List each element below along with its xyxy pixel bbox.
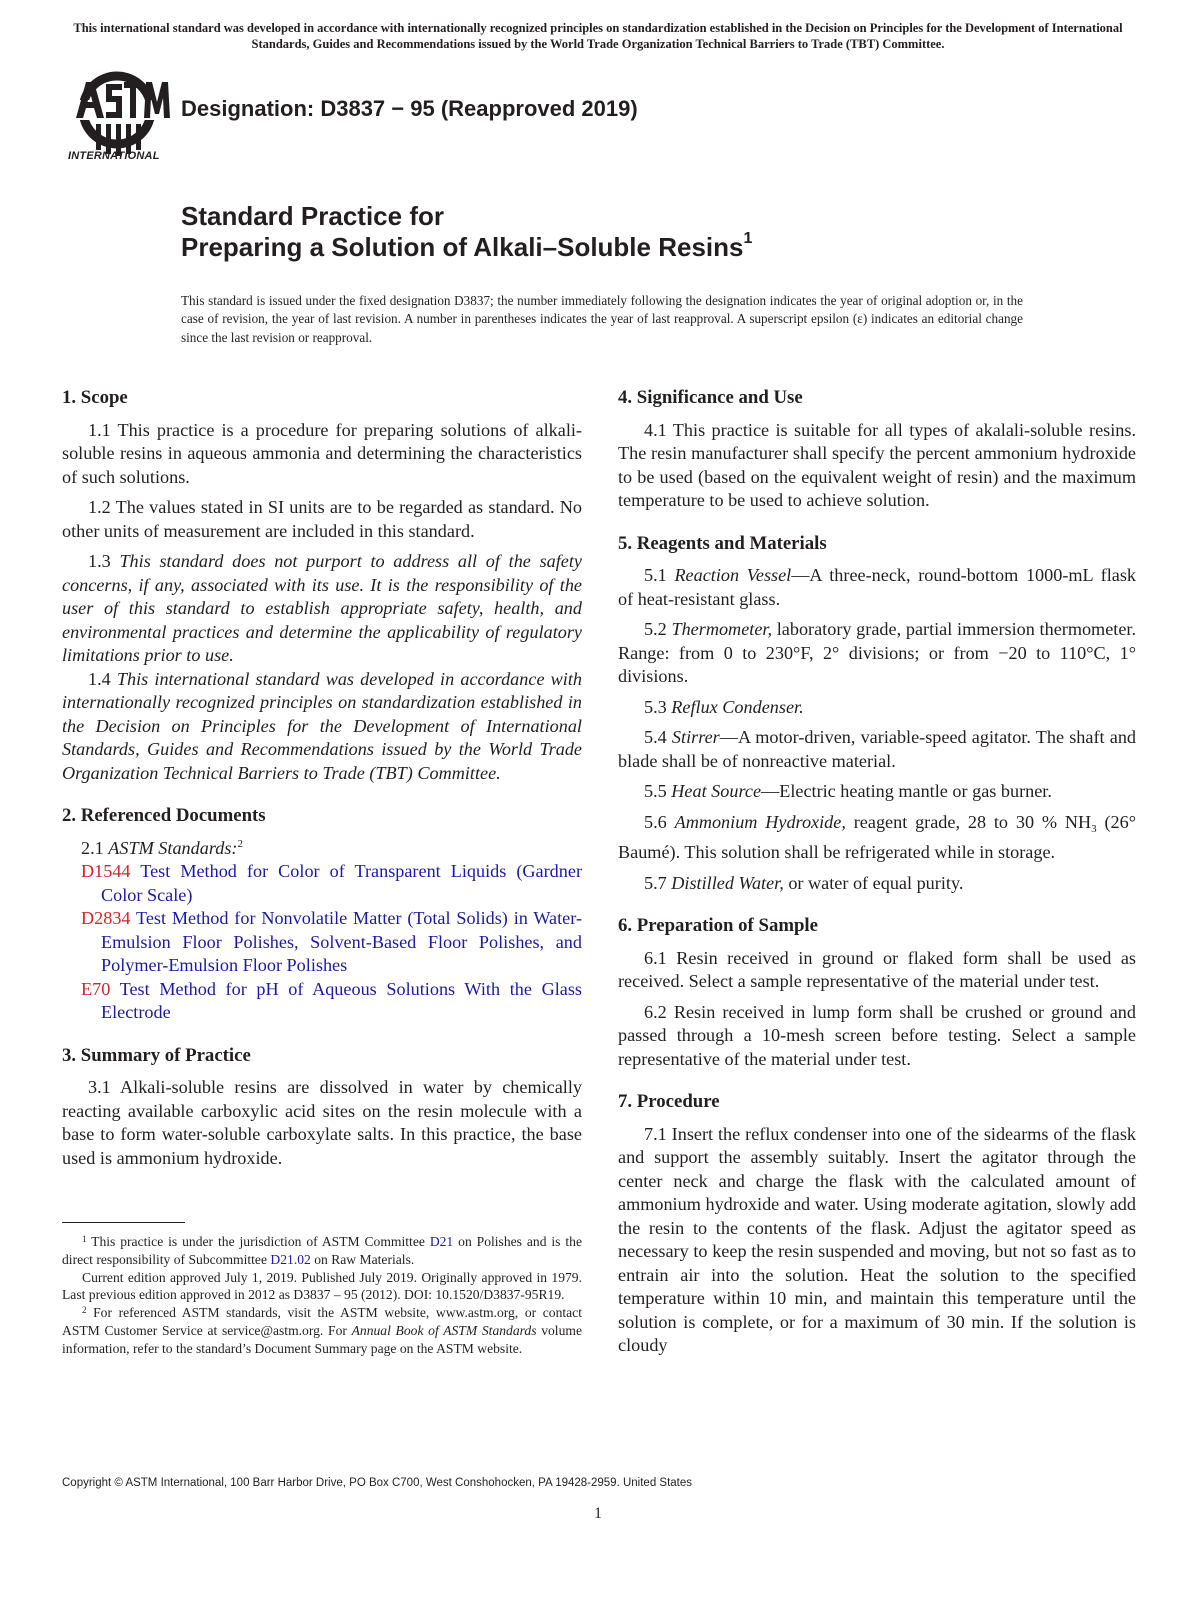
- scope-heading: 1. Scope: [62, 387, 128, 408]
- footnote-italic: Annual Book of ASTM Standards: [351, 1322, 537, 1338]
- term: Thermometer,: [671, 619, 772, 639]
- preparation-heading: 6. Preparation of Sample: [618, 915, 818, 936]
- reagent-5-4: [618, 726, 1136, 773]
- footnote-mark: 2: [82, 1305, 87, 1316]
- footnote-text: This practice is under the jurisdiction of ASTM Committee: [86, 1234, 430, 1249]
- preparation-6-2: 6.2 Resin received in lump form shall be crushed or ground and passed through a 10-mesh screen before testing. Select a sample representative of the material under test.: [618, 1001, 1136, 1069]
- procedure-7-1: 7.1 Insert the reflux condenser into one of the sidearms of the flask and support the assembly suitably. Insert the agitator through the center neck and charge the flask with the calculated amount of ammonium hydroxide and water. Using moderate agitation, slowly add the resin to the contents of the flask. Adjust the agitator speed as necessary to keep the resin suspended and moving, but not so fast as to entrain air into the solution. Heat the solution to the specified temperature within 10 min, and maintain this temperature until the solution is complete, or for a maximum of 30 min. If the solution is cloudy: [618, 1123, 1136, 1355]
- title-line-2: [181, 232, 752, 263]
- para-text: reagent grade, 28 to 30 % NH: [845, 811, 1092, 832]
- reference-title-link[interactable]: Test Method for Nonvolatile Matter (Total Solids) in Water-Emulsion Floor Polishes, Solvent-Based Floor Polishes, and Polymer-Emulsion Floor Polishes: [101, 908, 582, 975]
- footnote-text: on Polishes and is the direct responsibility of Subcommittee: [62, 1234, 582, 1267]
- designation: Designation: D3837 − 95 (Reapproved 2019): [181, 96, 638, 121]
- para-num: 5.3: [644, 696, 672, 717]
- right-column: [618, 386, 1136, 1365]
- reference-code-link[interactable]: E70: [81, 978, 111, 999]
- significance-heading: 4. Significance and Use: [618, 387, 803, 408]
- reagent-5-3: [618, 696, 1136, 720]
- logo-label: INTERNATIONAL: [68, 150, 160, 162]
- para-text: laboratory grade, partial immersion thermometer. Range: from 0 to 230°F, 2° divisions; or from −20 to 110°C, 1° divisions.: [618, 619, 1137, 686]
- reference-title-link[interactable]: Test Method for Color of Transparent Liquids (Gardner Color Scale): [101, 861, 582, 905]
- para-text: or water of equal purity.: [783, 872, 964, 893]
- para-num: 5.1: [644, 565, 675, 585]
- scope-1-1: 1.1 This practice is a procedure for preparing solutions of alkali-soluble resins in aqueous ammonia and determining the characteristics of such solutions.: [62, 419, 582, 487]
- footnote-edition: Current edition approved July 1, 2019. Published July 2019. Originally approved in 1979. Last previous edition approved in 2012 as D3837 – 95 (2012). DOI: 10.1520/D3837-95R19.: [62, 1269, 582, 1303]
- footnote-mark: 2: [237, 837, 243, 850]
- para-text: —A three-neck, round-bottom 1000-mL flask of heat-resistant glass.: [618, 565, 1137, 609]
- referenced-heading: 2. Referenced Documents: [62, 805, 266, 826]
- para-num: 1.3: [88, 551, 120, 571]
- copyright: Copyright © ASTM International, 100 Barr Harbor Drive, PO Box C700, West Conshohocken, PA 19428-2959. United States: [62, 1477, 693, 1489]
- reagent-5-1: [618, 564, 1136, 611]
- footnote-text: on Raw Materials.: [310, 1251, 415, 1267]
- reagent-5-6: [618, 811, 1136, 865]
- summary-3-1: 3.1 Alkali-soluble resins are dissolved in water by chemically reacting available carboxylic acid sites on the resin molecule with a base to form water-soluble carboxylate salts. In this practice, the base used is ammonium hydroxide.: [62, 1077, 582, 1168]
- wto-notice: This international standard was developed in accordance with internationally recognized principles on standardization established in the Decision on Principles for the Development of International Standards, Guides and Recommendations issued by the World Trade Organization Technical Barriers to Trade (TBT) Committee.: [73, 21, 1123, 51]
- reagents-heading: 5. Reagents and Materials: [618, 532, 827, 554]
- procedure-heading: 7. Procedure: [618, 1091, 720, 1112]
- reference-code-link[interactable]: D2834: [81, 908, 131, 928]
- reference-title-link[interactable]: Test Method for pH of Aqueous Solutions With the Glass Electrode: [101, 978, 582, 1022]
- footnote-2: [62, 1304, 582, 1357]
- reference-item[interactable]: [62, 860, 582, 907]
- preparation-6-1: 6.1 Resin received in ground or flaked form shall be used as received. Select a sample representative of the material under test.: [618, 947, 1136, 991]
- subscript: 3: [1091, 822, 1097, 835]
- term: Distilled Water,: [671, 872, 784, 893]
- page-number: 1: [594, 1505, 602, 1522]
- title-text: Preparing a Solution of Alkali–Soluble Resins: [181, 232, 744, 262]
- reference-item[interactable]: [62, 978, 582, 1025]
- footnote-divider: [62, 1222, 185, 1223]
- para-text: —Electric heating mantle or gas burner.: [761, 781, 1052, 801]
- term: Stirrer: [671, 727, 720, 747]
- para-text: —A motor-driven, variable-speed agitator. The shaft and blade shall be of nonreactive material.: [618, 727, 1137, 771]
- para-num: 2.1: [81, 837, 109, 858]
- references-list: [62, 837, 582, 1025]
- para-num: 5.6: [644, 811, 675, 832]
- footnotes: [62, 1233, 582, 1358]
- significance-4-1: 4.1 This practice is suitable for all types of akalali-soluble resins. The resin manufacturer shall specify the percent ammonium hydroxide to be used (based on the equivalent weight of resin) and the maximum temperature to be used to achieve solution.: [618, 419, 1136, 510]
- scope-1-3: [62, 550, 582, 668]
- para-num: 5.4: [644, 727, 672, 747]
- reagent-5-7: [618, 872, 1136, 896]
- footnote-text: volume information, refer to the standard’s Document Summary page on the ASTM website.: [62, 1322, 582, 1356]
- reagent-5-2: [618, 618, 1136, 689]
- para-num: 5.5: [644, 781, 672, 801]
- term: Reflux Condenser.: [671, 696, 804, 717]
- scope-1-2: 1.2 The values stated in SI units are to be regarded as standard. No other units of measurement are included in this standard.: [62, 497, 582, 541]
- left-column: [62, 386, 582, 1177]
- para-num: 5.2: [644, 619, 672, 639]
- scope-1-4: [62, 668, 582, 786]
- term: Reaction Vessel: [674, 565, 792, 585]
- subhead-text: ASTM Standards:: [108, 837, 238, 858]
- footnote-mark: 1: [82, 1234, 87, 1244]
- para-text: This international standard was developed in accordance with internationally recognized principles on standardization established in the Decision on Principles for the Development of International Standards, Guides and Recommendations issued by the World Trade Organization Technical Barriers to Trade (TBT) Committee.: [62, 668, 583, 783]
- para-num: 5.7: [644, 872, 672, 893]
- committee-link[interactable]: D21: [429, 1234, 454, 1249]
- title-footnote-mark: 1: [743, 230, 753, 247]
- para-text: (26° Baumé). This solution shall be refrigerated while in storage.: [618, 811, 1136, 862]
- para-text: This standard does not purport to address all of the safety concerns, if any, associated with its use. It is the responsibility of the user of this standard to establish appropriate safety, health, and environmental practices and determine the applicability of regulatory limitations prior to use.: [62, 551, 582, 665]
- para-num: 1.4: [88, 668, 117, 689]
- term: Ammonium Hydroxide,: [674, 811, 846, 832]
- astm-standards-subhead: [62, 837, 582, 861]
- term: Heat Source: [671, 781, 762, 801]
- reference-item[interactable]: [62, 907, 582, 978]
- subcommittee-link[interactable]: D21.02: [270, 1251, 311, 1267]
- reference-code-link[interactable]: D1544: [81, 861, 131, 881]
- reagent-5-5: [618, 780, 1136, 804]
- footnote-text: For referenced ASTM standards, visit the ASTM website, www.astm.org, or contact ASTM Customer Service at service@astm.org. For: [62, 1305, 582, 1338]
- title-line-1: Standard Practice for: [181, 201, 444, 231]
- footnote-1: [62, 1233, 582, 1269]
- issue-note: This standard is issued under the fixed designation D3837; the number immediately following the designation indicates the year of original adoption or, in the case of revision, the year of last revision. A number in parentheses indicates the year of last reapproval. A superscript epsilon (ε) indicates an editorial change since the last revision or reapproval.: [181, 293, 1023, 345]
- summary-heading: 3. Summary of Practice: [62, 1044, 251, 1066]
